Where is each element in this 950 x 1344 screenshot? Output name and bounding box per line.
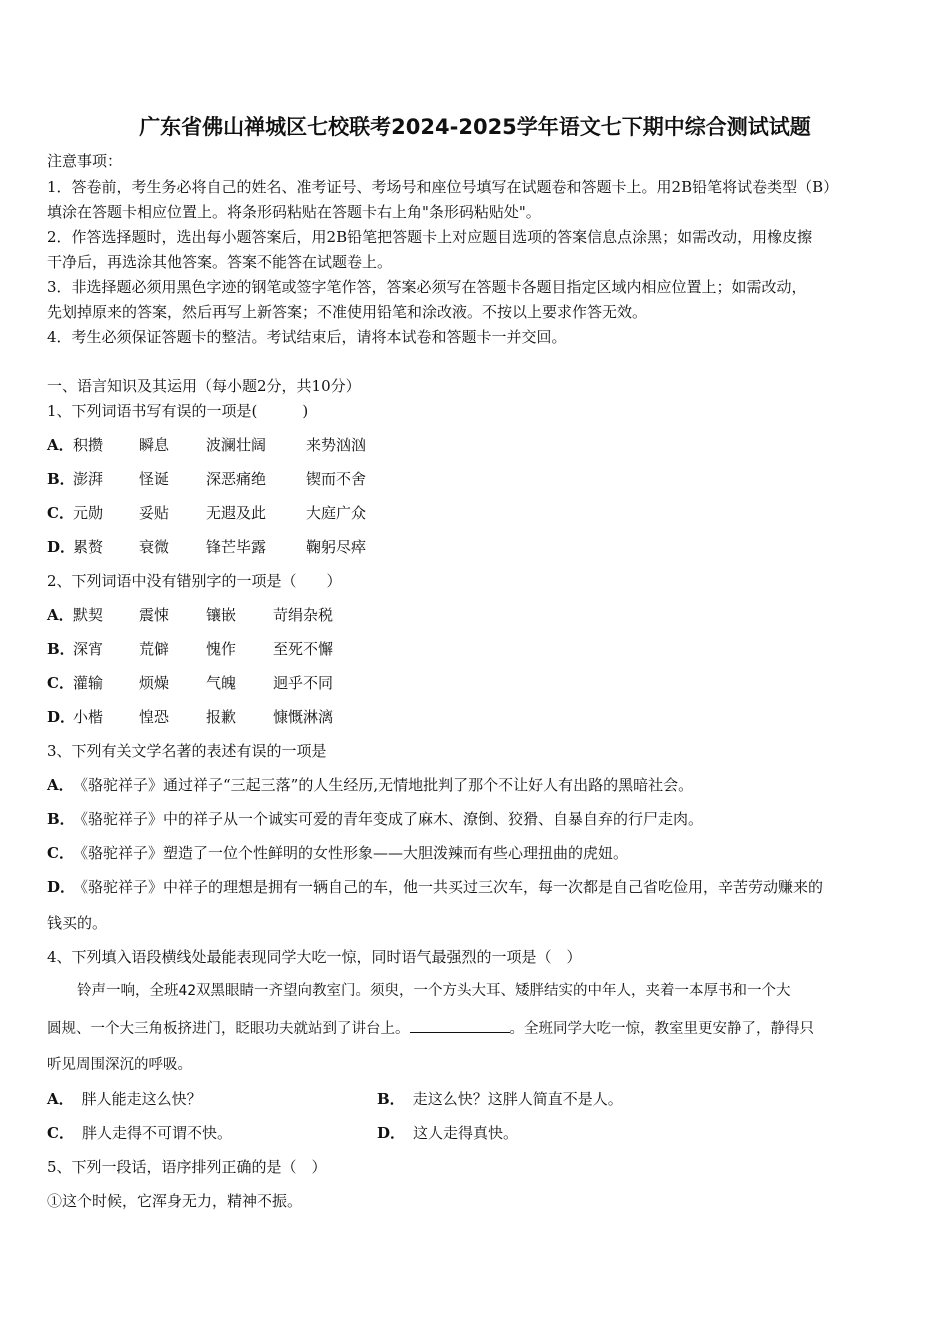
question-1-option-d	[47, 537, 406, 557]
question-1-option-c	[47, 503, 406, 523]
option-word: 烦燥	[139, 674, 170, 692]
option-word: 震悚	[139, 606, 170, 624]
option-word: 默契	[73, 606, 104, 624]
option-label: D．	[47, 708, 76, 726]
option-label: B．	[377, 1090, 405, 1108]
option-word: 鞠躬尽瘁	[306, 538, 367, 556]
option-word: 镶嵌	[206, 606, 237, 624]
question-4-stem: 4、下列填入语段横线处最能表现同学大吃一惊，同时语气最强烈的一项是（ ）	[47, 948, 582, 966]
question-1-option-a	[47, 435, 406, 455]
notice-line: 先划掉原来的答案，然后再写上新答案；不准使用铅笔和涂改液。不按以上要求作答无效。	[47, 303, 648, 321]
notice-line: 2．作答选择题时，选出每小题答案后，用2B铅笔把答题卡上对应题目选项的答案信息点涂黑；如需改动，用橡皮擦	[47, 228, 813, 246]
option-word: 怪诞	[139, 470, 170, 488]
question-4-option-a	[47, 1089, 202, 1109]
option-word: 灌输	[73, 674, 104, 692]
page-title: 广东省佛山禅城区七校联考2024-2025学年语文七下期中综合测试试题	[139, 115, 811, 139]
question-2-stem: 2、下列词语中没有错别字的一项是（ ）	[47, 572, 342, 590]
option-word: 深恶痛绝	[206, 470, 267, 488]
option-word: 报歉	[206, 708, 237, 726]
question-4-passage-line: 铃声一响，全班42双黑眼睛一齐望向教室门。须臾，一个方头大耳、矮胖结实的中年人，夹着一本厚书和一个大	[77, 983, 791, 999]
question-1-option-b	[47, 469, 406, 489]
option-word: 衰微	[139, 538, 170, 556]
option-word: 波澜壮阔	[206, 436, 267, 454]
option-text: 《骆驼祥子》中的祥子从一个诚实可爱的青年变成了麻木、潦倒、狡猾、自暴自弃的行尸走肉。	[73, 810, 704, 828]
option-label: D．	[47, 878, 76, 896]
option-label: B．	[47, 810, 75, 828]
question-5-line: ①这个时候，它浑身无力，精神不振。	[47, 1192, 303, 1210]
option-word: 气魄	[206, 674, 237, 692]
option-word: 小楷	[73, 708, 104, 726]
question-4-option-d	[377, 1123, 518, 1143]
option-word: 大庭广众	[306, 504, 367, 522]
option-text: 《骆驼祥子》通过祥子“三起三落”的人生经历,无情地批判了那个不让好人有出路的黑暗社会。	[73, 776, 694, 794]
question-4-option-c	[47, 1123, 232, 1143]
option-label: D．	[47, 538, 76, 556]
option-word: 来势汹汹	[306, 436, 367, 454]
question-3-option-a	[47, 775, 693, 795]
option-word: 锲而不舍	[306, 470, 367, 488]
question-2-option-d	[47, 707, 333, 727]
option-word: 荒僻	[139, 640, 170, 658]
option-label: A．	[47, 436, 74, 454]
question-3-stem: 3、下列有关文学名著的表述有误的一项是	[47, 742, 327, 760]
question-4-passage-line: 听见周围深沉的呼吸。	[47, 1057, 192, 1073]
option-word: 瞬息	[139, 436, 170, 454]
option-label: A．	[47, 1090, 74, 1108]
notice-line: 4．考生必须保证答题卡的整洁。考试结束后，请将本试卷和答题卡一并交回。	[47, 328, 567, 346]
option-text: 胖人能走这么快？	[81, 1090, 202, 1108]
passage-text: 。全班同学大吃一惊，教室里更安静了，静得只	[509, 1021, 814, 1037]
option-word: 苛绢杂税	[273, 606, 334, 624]
option-label: B．	[47, 470, 75, 488]
option-word: 至死不懈	[273, 640, 334, 658]
option-text: 走这么快？这胖人简直不是人。	[412, 1090, 623, 1108]
notice-heading: 注意事项：	[47, 152, 123, 170]
notice-line: 干净后，再选涂其他答案。答案不能答在试题卷上。	[47, 253, 393, 271]
option-word: 妥贴	[139, 504, 170, 522]
question-2-option-a	[47, 605, 333, 625]
option-word: 慷慨淋漓	[273, 708, 334, 726]
answer-blank[interactable]	[410, 1018, 510, 1033]
question-2-option-b	[47, 639, 333, 659]
option-word: 无遐及此	[206, 504, 267, 522]
option-label: B．	[47, 640, 75, 658]
question-4-option-b	[377, 1089, 623, 1109]
question-3-option-c	[47, 843, 628, 863]
notice-line: 3．非选择题必须用黑色字迹的钢笔或签字笔作答，答案必须写在答题卡各题目指定区域内相应位置上；如需改动，	[47, 278, 807, 296]
option-word: 惶恐	[139, 708, 170, 726]
question-3-option-d	[47, 877, 823, 897]
passage-text: 圆规、一个大三角板挤进门，眨眼功夫就站到了讲台上。	[47, 1021, 410, 1037]
option-text: 《骆驼祥子》中祥子的理想是拥有一辆自己的车，他一共买过三次车，每一次都是自己省吃俭用，辛苦劳动赚来的	[73, 878, 824, 896]
question-5-stem: 5、下列一段话，语序排列正确的是（ ）	[47, 1158, 327, 1176]
option-word: 深宵	[73, 640, 104, 658]
option-label: C．	[47, 844, 74, 862]
question-4-passage-line	[47, 1018, 814, 1039]
option-word: 迥乎不同	[273, 674, 334, 692]
option-label: A．	[47, 776, 74, 794]
option-word: 澎湃	[73, 470, 104, 488]
option-label: D．	[377, 1124, 406, 1142]
question-2-option-c	[47, 673, 333, 693]
option-word: 元勋	[73, 504, 104, 522]
option-text: 《骆驼祥子》塑造了一位个性鲜明的女性形象——大胆泼辣而有些心理扭曲的虎妞。	[73, 844, 629, 862]
section-heading: 一、语言知识及其运用（每小题2分，共10分）	[47, 377, 361, 395]
option-label: C．	[47, 504, 74, 522]
question-1-stem: 1、下列词语书写有误的一项是( )	[47, 402, 309, 420]
option-word: 累赘	[73, 538, 104, 556]
notice-line: 填涂在答题卡相应位置上。将条形码粘贴在答题卡右上角"条形码粘贴处"。	[47, 203, 541, 221]
question-3-option-b	[47, 809, 703, 829]
option-word: 愧作	[206, 640, 237, 658]
option-label: C．	[47, 674, 74, 692]
notice-line: 1．答卷前，考生务必将自己的姓名、准考证号、考场号和座位号填写在试题卷和答题卡上。用2B铅笔将试卷类型（B）	[47, 178, 839, 196]
option-text: 这人走得真快。	[413, 1124, 519, 1142]
question-3-option-d-continued: 钱买的。	[47, 914, 108, 932]
option-text: 胖人走得不可谓不快。	[81, 1124, 232, 1142]
option-word: 积攒	[73, 436, 104, 454]
option-label: A．	[47, 606, 74, 624]
option-label: C．	[47, 1124, 74, 1142]
option-word: 锋芒毕露	[206, 538, 267, 556]
